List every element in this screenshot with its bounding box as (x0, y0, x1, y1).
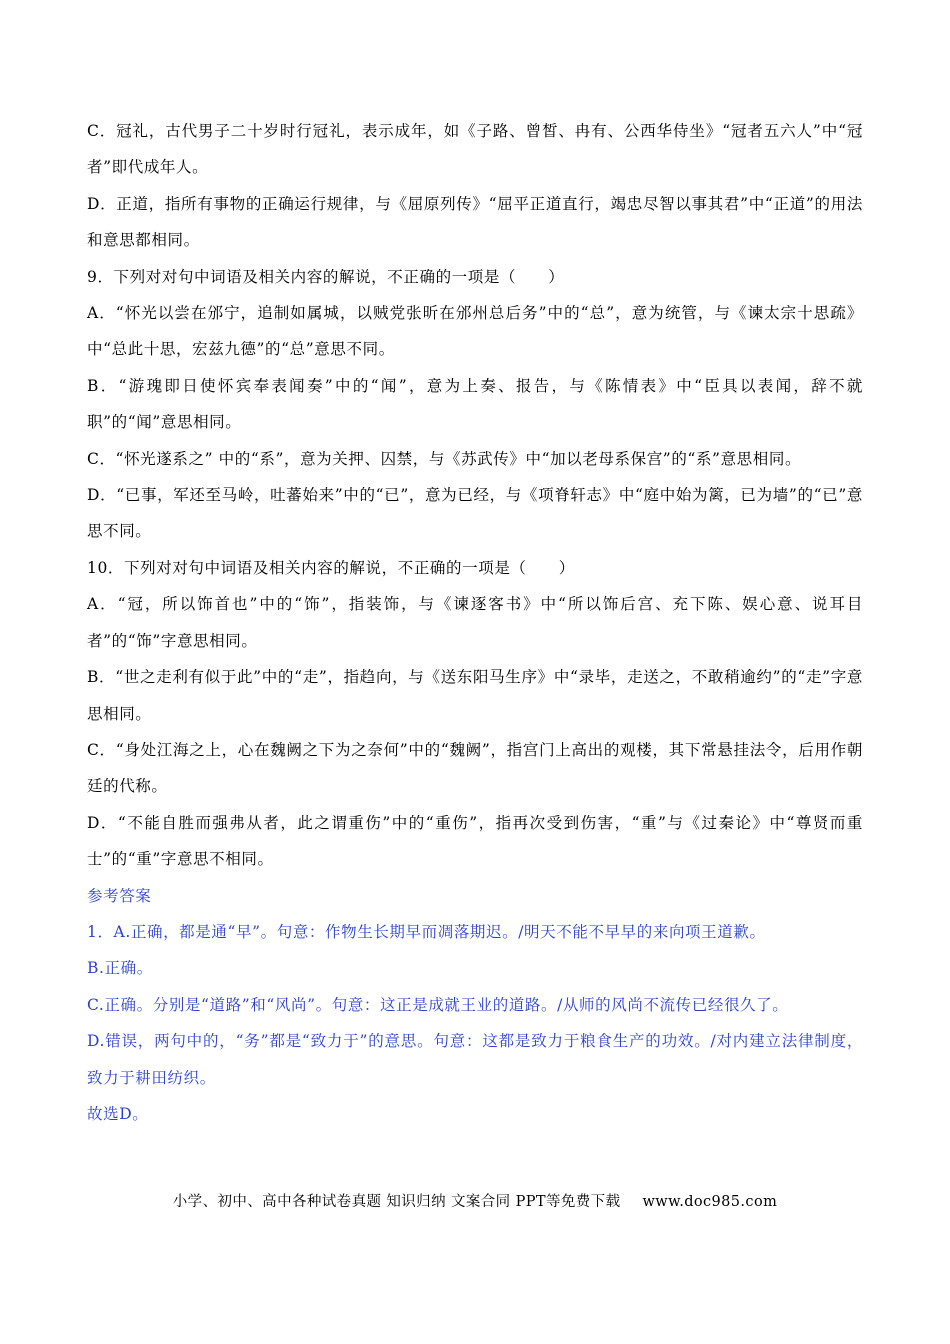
answer-heading: 参考答案 (87, 886, 152, 905)
question-9-option-c: C．“怀光遂系之” 中的“系”，意为关押、囚禁，与《苏武传》中“加以老母系保宫”的“系”意思相同。 (87, 449, 802, 468)
question-9-option-b: B．“游瑰即日使怀宾奉表闻奏”中的“闻”，意为上奏、报告，与《陈情表》中“臣具以表闻，辞不就职”的“闻”意思相同。 (87, 376, 863, 432)
question-9-option-d: D．“已事，军还至马岭，吐蕃始来”中的“已”，意为已经，与《项脊轩志》中“庭中始为篱，已为墙”的“已”意思不同。 (87, 486, 863, 541)
footer-url[interactable]: www.doc985.com (642, 1194, 778, 1210)
footer-text: 小学、初中、高中各种试卷真题 知识归纳 文案合同 PPT等免费下载 (172, 1194, 621, 1210)
document-body (87, 113, 863, 1132)
question-9-stem: 9．下列对对句中词语及相关内容的解说，不正确的一项是（ ） (87, 267, 565, 286)
question-10-stem: 10．下列对对句中词语及相关内容的解说，不正确的一项是（ ） (87, 558, 575, 577)
answer-line-5: 故选D。 (87, 1104, 149, 1123)
question-option-c-prev: C．冠礼，古代男子二十岁时行冠礼，表示成年，如《子路、曾皙、冉有、公西华侍坐》“冠者五六人”中“冠者”即代成年人。 (87, 122, 863, 177)
answer-line-1: 1．A.正确，都是通“早”。句意：作物生长期早而凋落期迟。/明天不能不早早的来向项王道歉。 (87, 922, 766, 941)
question-10-option-d: D．“不能自胜而强弗从者，此之谓重伤”中的“重伤”，指再次受到伤害，“重”与《过秦论》中“尊贤而重士”的“重”字意思不相同。 (87, 813, 863, 869)
page-footer (0, 1190, 950, 1211)
question-10-option-b: B．“世之走利有似于此”中的“走”，指趋向，与《送东阳马生序》中“录毕，走送之，不敢稍逾约”的“走”字意思相同。 (87, 668, 863, 723)
answer-line-2: B.正确。 (87, 959, 153, 978)
question-9-option-a: A．“怀光以尝在邠宁，追制如属城，以贼党张昕在邠州总后务”中的“总”，意为统管，与《谏太宗十思疏》中“总此十思，宏兹九德”的“总”意思不同。 (87, 304, 863, 359)
answer-line-3: C.正确。分别是“道路”和“风尚”。句意：这正是成就王业的道路。/从师的风尚不流传已经很久了。 (87, 995, 789, 1014)
question-10-option-a: A．“冠，所以饰首也”中的“饰”，指装饰，与《谏逐客书》中“所以饰后宫、充下陈、娱心意、说耳目者”的“饰”字意思相同。 (87, 595, 863, 650)
question-option-d-prev: D．正道，指所有事物的正确运行规律，与《屈原列传》“屈平正道直行，竭忠尽智以事其君”中“正道”的用法和意思都相同。 (87, 194, 863, 250)
question-10-option-c: C．“身处江海之上，心在魏阙之下为之奈何”中的“魏阙”，指宫门上高出的观楼，其下常悬挂法令，后用作朝廷的代称。 (87, 740, 863, 796)
answer-line-4: D.错误，两句中的，“务”都是“致力于”的意思。句意：这都是致力于粮食生产的功效。/对内建立法律制度，致力于耕田纺织。 (87, 1032, 863, 1087)
